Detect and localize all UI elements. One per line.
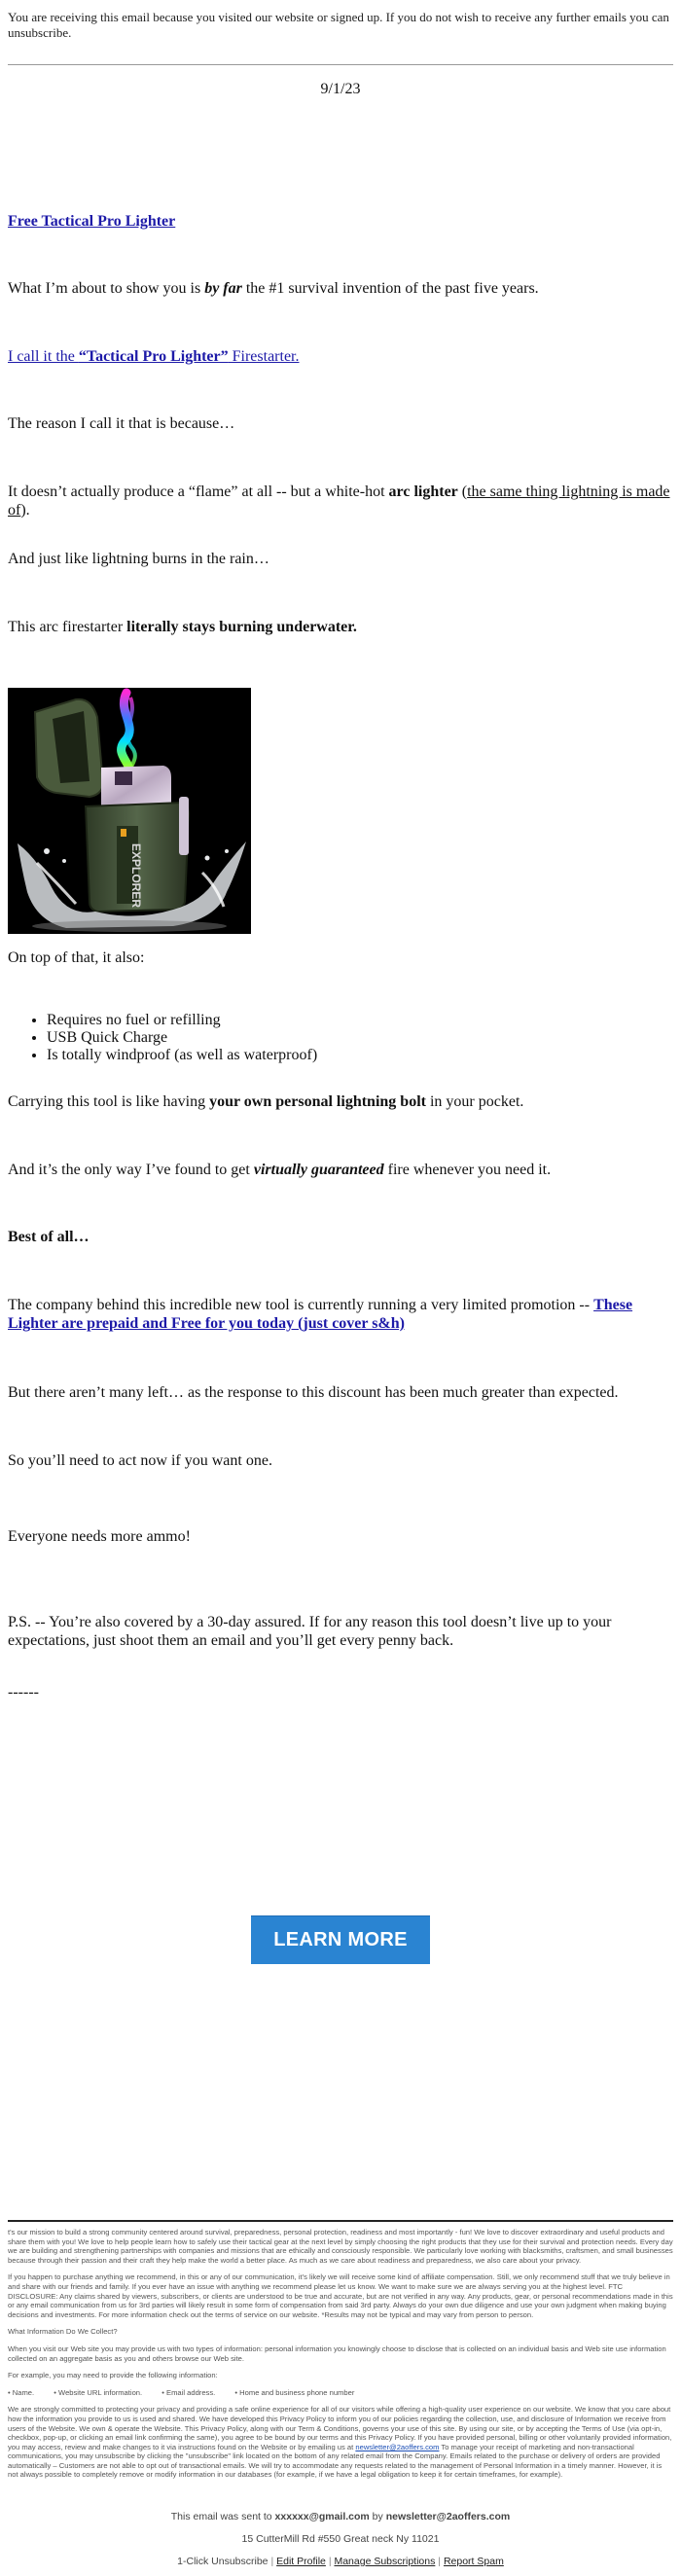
- info-item: • Home and business phone number: [234, 2387, 355, 2397]
- p1-text: What I’m about to show you is: [8, 280, 205, 297]
- edit-profile-link[interactable]: Edit Profile: [276, 2556, 326, 2567]
- footer-divider: [8, 2220, 673, 2222]
- paragraph-act-now: So you’ll need to act now if you want one.: [8, 1452, 272, 1469]
- paragraph-reason: The reason I call it that is because…: [8, 415, 235, 432]
- recipient-email: xxxxxx@gmail.com: [274, 2511, 370, 2522]
- mission-statement: t's our mission to build a strong community centered around survival, preparedness, personal protection, readiness and most importantly - fun! We love to discover extraordinary and useful products and share them with you! We love to help people learn how to safely use their tactical gear at the next level by simply choosing the right products that they use for their survival and protection needs. Every day we are building and strengthening partnerships with companies and missions that are ethically and consciously responsible. We particularly love working with blacksmiths, craftsmen, and small businesses because through their passion and their craft they help make the world a better place. As much as we care about readiness and preparedness, we also care about your privacy.: [8, 2228, 673, 2265]
- paragraph-guaranteed: And it’s the only way I’ve found to get virtually guaranteed fire whenever you need it.: [8, 1162, 552, 1178]
- tactical-pro-lighter-link[interactable]: I call it the “Tactical Pro Lighter” Firestarter.: [8, 348, 300, 365]
- postscript: P.S. -- You’re also covered by a 30-day assured. If for any reason this tool doesn’t live up to your expectations, just shoot them an email and you’ll get every penny back.: [8, 1614, 612, 1649]
- manage-subscriptions-link[interactable]: Manage Subscriptions: [334, 2556, 436, 2567]
- affiliate-disclosure: If you happen to purchase anything we recommend, in this or any of our communication, it's likely we will receive some kind of affiliate compensation. Still, we only recommend stuff that we truly believe in and share with our friends and family. If you ever have an issue with anything we recommend please let us know. We want to make sure we are always serving you at the highest level. FTC DISCLOSURE: Any claims shared by viewers, subscribers, or clients are understood to be true and accurate, but are not verified in any way. Any products, gear, or personal recommendations made in this or any email communication from us for 3rd parties will likely result in some form of compensation from said 3rd party. Always do your own due diligence and use your own judgment when making buying decisions and investments. For more information check out the terms of service on our website. *Results may not be typical and may vary from person to person.: [8, 2272, 673, 2319]
- p1-text-end: the #1 survival invention of the past five years.: [241, 280, 539, 297]
- product-image[interactable]: [8, 688, 251, 934]
- collect-text: When you visit our Web site you may provide us with two types of information: personal information you knowingly choose to disclose that is collected on an individual basis and Web site use information collected on an aggregate basis as you and others browse our Web site.: [8, 2343, 666, 2363]
- paragraph-intro: [8, 279, 673, 298]
- feature-item: • Is totally windproof (as well as waterproof): [47, 1047, 673, 1064]
- unsubscribe-notice: You are receiving this email because you visited our website or signed up. If you do not wish to receive any further emails you can unsubscribe.: [8, 10, 669, 40]
- learn-more-button[interactable]: LEARN MORE: [251, 1915, 430, 1964]
- svg-text:EXPLORER: EXPLORER: [129, 843, 143, 909]
- paragraph-underwater: This arc firestarter literally stays burning underwater.: [8, 619, 357, 635]
- lightning-link[interactable]: the same thing lightning is made of: [8, 483, 670, 519]
- paragraph-best-of-all: Best of all…: [8, 1229, 90, 1245]
- fine-print: [8, 2228, 673, 2487]
- info-items: [8, 2388, 673, 2398]
- info-item: • Website URL information.: [54, 2387, 143, 2397]
- sender-email: newsletter@2aoffers.com: [385, 2511, 511, 2522]
- separator: |: [328, 2556, 332, 2567]
- sent-to-line: This email was sent to xxxxxx@gmail.com by newsletter@2aoffers.com: [170, 2511, 511, 2522]
- p1-emphasis: by far: [204, 280, 242, 297]
- paragraph-ammo: Everyone needs more ammo!: [8, 1528, 191, 1545]
- footer-links: [0, 2556, 681, 2567]
- collect-heading: What Information Do We Collect?: [8, 2327, 118, 2337]
- paragraph-not-many-left: But there aren’t many left… as the response to this discount has been much greater than expected.: [8, 1384, 619, 1401]
- separator: |: [270, 2556, 274, 2567]
- title-link[interactable]: Free Tactical Pro Lighter: [8, 213, 176, 230]
- paragraph-rain: And just like lightning burns in the rain…: [8, 551, 269, 567]
- info-item: • Name.: [8, 2387, 35, 2397]
- feature-item: • Requires no fuel or refilling: [47, 1012, 673, 1029]
- separator: |: [438, 2556, 442, 2567]
- free-lighter-link[interactable]: These Lighter are prepaid and Free for you today (just cover s&h): [8, 1297, 633, 1332]
- feature-item: • USB Quick Charge: [47, 1029, 673, 1047]
- paragraph-arc-lighter: It doesn’t actually produce a “flame” at all -- but a white-hot arc lighter (the same thing lightning is made of).: [8, 483, 670, 519]
- paragraph-lightning-bolt: Carrying this tool is like having your own personal lightning bolt in your pocket.: [8, 1093, 524, 1110]
- example-text: For example, you may need to provide the following information:: [8, 2371, 218, 2380]
- one-click-unsubscribe[interactable]: 1-Click Unsubscribe: [177, 2556, 269, 2567]
- lighter-illustration: [8, 688, 251, 934]
- report-spam-link[interactable]: Report Spam: [443, 2556, 504, 2567]
- privacy-policy: We are strongly committed to protecting your privacy and providing a safe online experience for all of our visitors while offering a high-quality user experience on our website. We know that you care about how the information you provide to us is used and shared. We have developed this Privacy Policy to inform you of our policies regarding the collection, use, and disclosure of Information we receive from users of the Website. We own & operate the Website. This Privacy Policy, along with our Term & Conditions, governs your use of this site. By using our site, or by accepting the Terms of Use (via opt-in, checkbox, pop-up, or clicking an email link confirming the same), you agree to be bound by our terms and this Privacy Policy. If you have provided personal, billing or other voluntarily provided information, you may access, review and make changes to it via instructions found on the Website or by emailing us at newsletter@2aoffers.com To manage your receipt of marketing and non-transactional communications, you may unsubscribe by clicking the "unsubscribe" link located on the bottom of any related email from the Company. Emails related to the purchase or delivery of orders are provided automatically – Customers are not able to opt out of transactional emails. We will try to accommodate any requests related to the management of Personal Information in a timely manner. However, it is not always possible to completely remove or modify information in our databases (for example, if we have a legal obligation to keep it for certain timeframes, for example).: [8, 2405, 672, 2480]
- email-date: 9/1/23: [320, 81, 361, 97]
- feature-list: [8, 1012, 673, 1064]
- dashes-divider: ------: [8, 1684, 39, 1700]
- info-item: • Email address.: [161, 2387, 216, 2397]
- paragraph-also: On top of that, it also:: [8, 949, 145, 966]
- paragraph-promotion: The company behind this incredible new tool is currently running a very limited promotion -- These Lighter are prepaid and Free for you today (just cover s&h): [8, 1297, 633, 1332]
- mailing-address: 15 CutterMill Rd #550 Great neck Ny 11021: [241, 2533, 440, 2545]
- newsletter-email-link[interactable]: newsletter@2aoffers.com: [355, 2442, 440, 2451]
- header-divider: [8, 64, 673, 65]
